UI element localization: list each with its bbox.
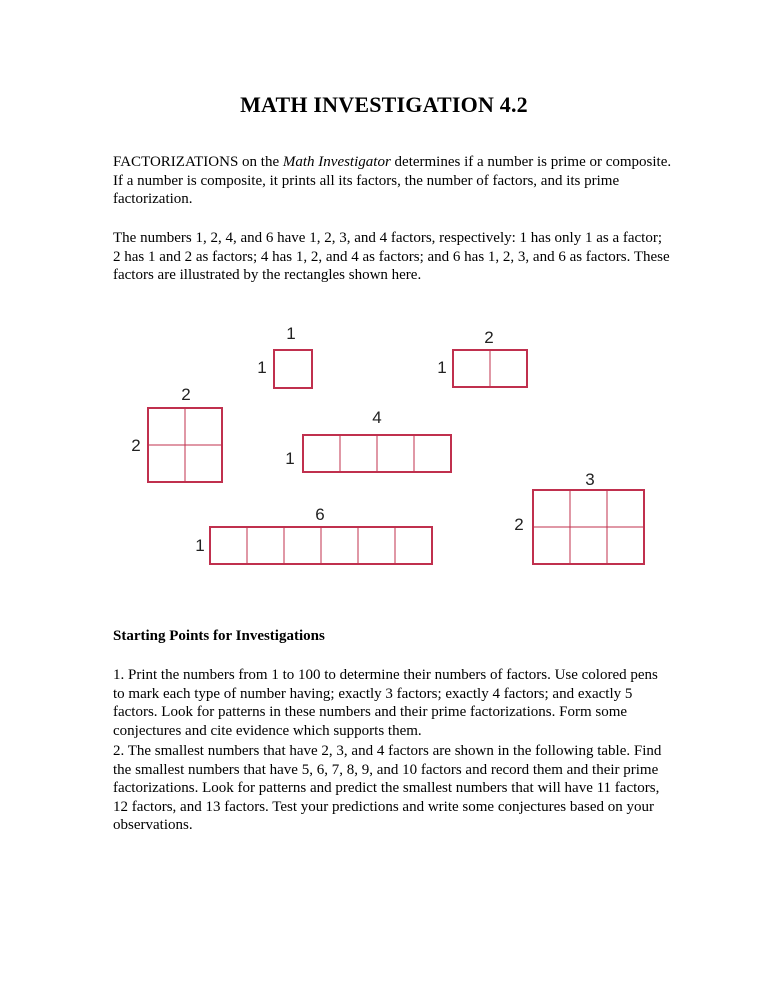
rect-1x1 (257, 324, 312, 388)
intro-paragraph-1 (113, 153, 673, 209)
starting-point-2: 2. The smallest numbers that have 2, 3, and 4 factors are shown in the following table. Find the smallest numbers that have 5, 6, 7, 8, 9, and 10 factors and record them and their prime factorizations. Look for patterns and predict the smallest numbers that will have 11 factors, 12 factors, and 13 factors. Test your predictions and write some conjectures based on your observations. (113, 743, 662, 833)
rect-2x2 (131, 385, 222, 482)
intro-lead-text: FACTORIZATIONS on the (113, 154, 283, 170)
rect-1x4 (285, 408, 451, 472)
rect-2x2-grid (148, 408, 222, 482)
rect-2x3-grid (533, 490, 644, 564)
intro-paragraph-2: The numbers 1, 2, 4, and 6 have 1, 2, 3, and 4 factors, respectively: 1 has only 1 as a factor; 2 has 1 and 2 as factors; 4 has 1, 2, and 4 as factors; and 6 has 1, 2, 3, and 6 as factors. These factors are illustrated by the rectangles shown here. (113, 230, 670, 283)
starting-point-1: 1. Print the numbers from 1 to 100 to determine their numbers of factors. Use colored pens to mark each type of number having; exactly 3 factors; exactly 4 factors; and exactly 5 factors. Look for patterns in these numbers and their prime factorizations. Form some conjectures and cite evidence which supports them. (113, 667, 658, 739)
rect-1x1-top-label: 1 (286, 324, 296, 343)
rect-1x4-grid (303, 435, 451, 472)
rect-1x2-grid (453, 350, 527, 387)
rect-2x3 (514, 470, 644, 564)
intro-rest-text: determines if a number is prime or composite. If a number is composite, it prints all its factors, the number of factors, and its prime factorization. (113, 154, 672, 207)
rect-1x6-grid (210, 527, 432, 564)
rect-2x3-outline (533, 490, 644, 564)
rect-1x4-outline (303, 435, 451, 472)
rect-1x6-side-label: 1 (195, 536, 205, 555)
rect-1x2-top-label: 2 (484, 328, 494, 347)
rect-1x4-side-label: 1 (285, 449, 295, 468)
rect-1x4-top-label: 4 (372, 408, 382, 427)
rect-2x2-top-label: 2 (181, 385, 191, 404)
section-heading: Starting Points for Investigations (113, 628, 325, 644)
rect-1x6-top-label: 6 (315, 505, 325, 524)
rect-1x2-outline (453, 350, 527, 387)
rect-1x6 (195, 505, 432, 564)
rect-1x1-grid (274, 350, 312, 388)
rect-1x2 (437, 328, 527, 387)
rect-1x6-outline (210, 527, 432, 564)
rect-1x2-side-label: 1 (437, 358, 447, 377)
page-title: MATH INVESTIGATION 4.2 (240, 92, 528, 117)
rect-2x2-outline (148, 408, 222, 482)
math-investigator-italic: Math Investigator (282, 154, 391, 170)
rect-2x3-side-label: 2 (514, 515, 524, 534)
rect-1x1-side-label: 1 (257, 358, 267, 377)
rect-1x1-outline (274, 350, 312, 388)
rect-2x2-side-label: 2 (131, 436, 141, 455)
rect-2x3-top-label: 3 (585, 470, 595, 489)
